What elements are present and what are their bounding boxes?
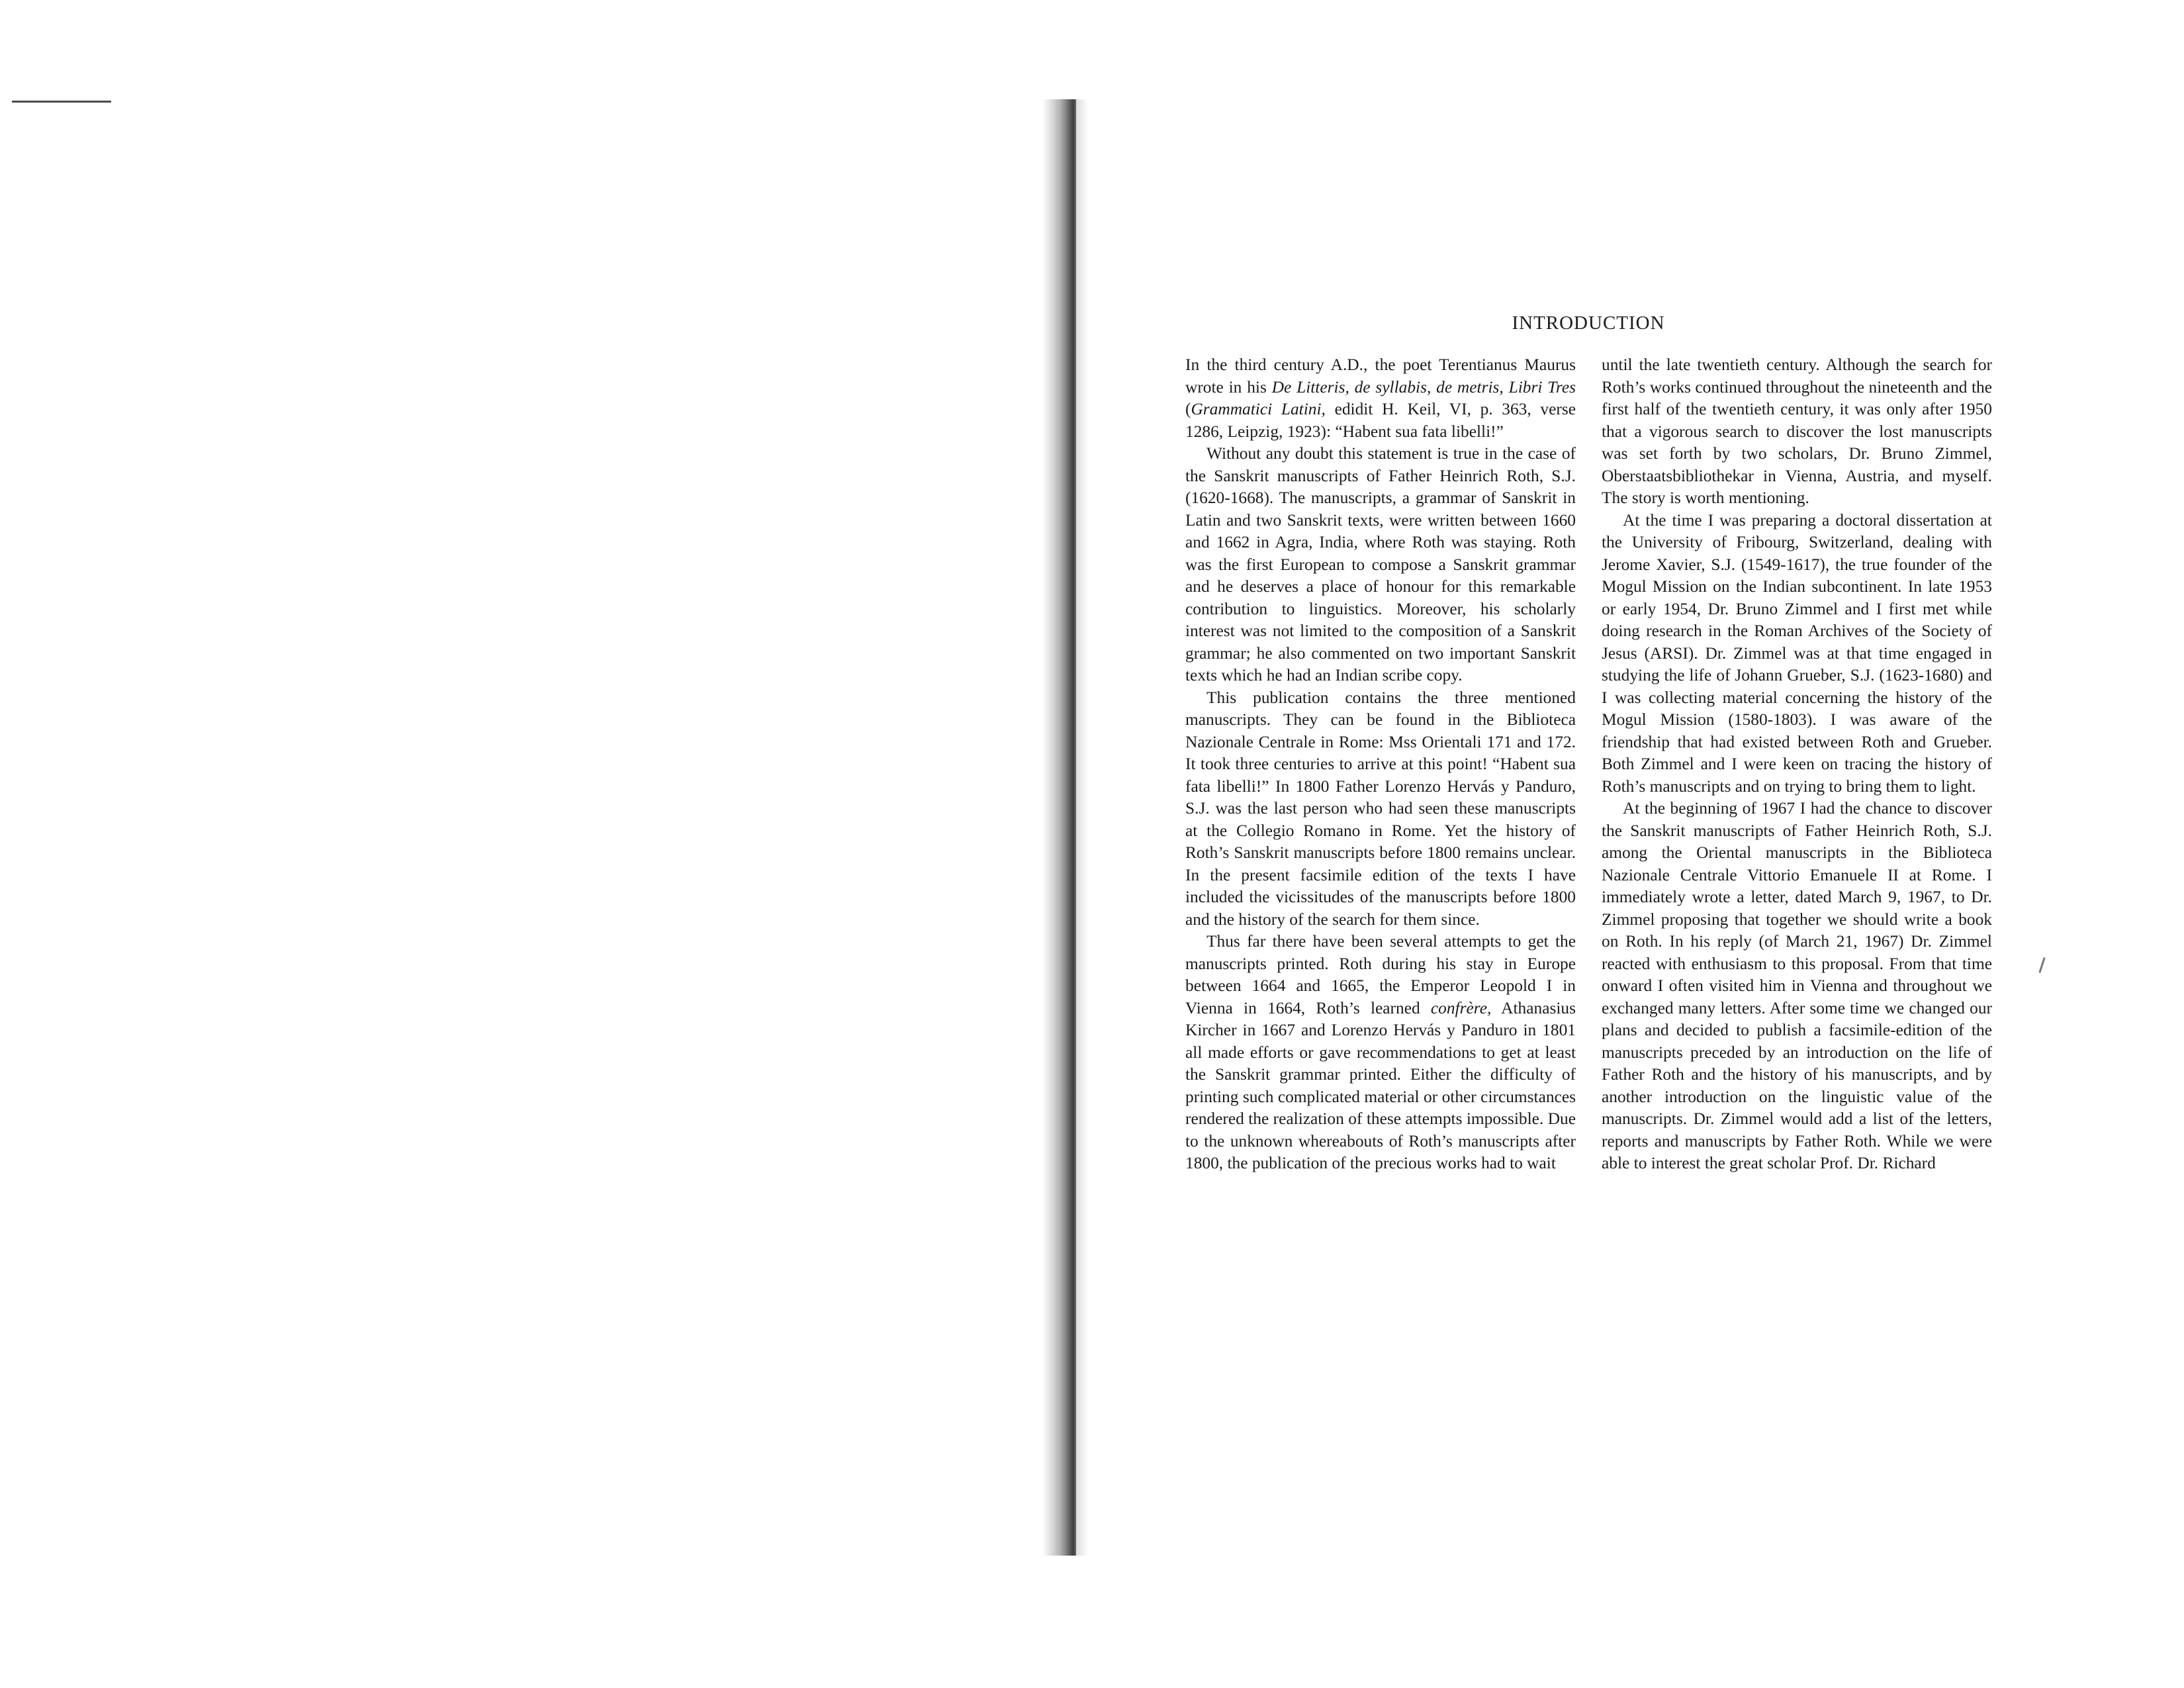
- page-edge-mark: [12, 101, 111, 103]
- pencil-mark: [2038, 957, 2045, 973]
- italic-text: Grammatici Latini,: [1191, 400, 1326, 418]
- text-column-right: [1602, 354, 1992, 1175]
- text-run: In the third century A.D., the poet Terentianus Maurus wrote in his: [1185, 355, 1576, 397]
- italic-text: De Litteris, de syllabis, de metris, Libri Tres: [1271, 377, 1576, 397]
- paragraph: [1602, 354, 1992, 510]
- paragraph: [1602, 798, 1992, 1175]
- text-run: Without any doubt this statement is true in the case of the Sanskrit manuscripts of Father Heinrich Roth, S.J. (1620-1668). The manuscripts, a grammar of Sanskrit in Latin and two Sanskrit texts, were written between 1660 and 1662 in Agra, India, where Roth was staying. Roth was the first European to compose a Sanskrit grammar and he deserves a place of honour for this remarkable contribution to linguistics. Moreover, his scholarly interest was not limited to the composition of a Sanskrit grammar; he also commented on two important Sanskrit texts which he had an Indian scribe copy.: [1185, 444, 1576, 684]
- text-run: until the late twentieth century. Although the search for Roth’s works continued throughout the nineteenth and the first half of the twentieth century, it was only after 1950 that a vigorous search to discover the lost manuscripts was set forth by two scholars, Dr. Bruno Zimmel, Oberstaatsbibliothekar in Vienna, Austria, and myself. The story is worth mentioning.: [1602, 355, 1992, 507]
- text-run: (: [1185, 400, 1191, 418]
- text-column-left: [1185, 354, 1576, 1175]
- italic-text: confrère,: [1430, 998, 1492, 1017]
- text-run: At the time I was preparing a doctoral dissertation at the University of Fribourg, Switzerland, dealing with Jerome Xavier, S.J. (1549-1617), the true founder of the Mogul Mission on the Indian subcontinent. In late 1953 or early 1954, Dr. Bruno Zimmel and I first met while doing research in the Roman Archives of the Society of Jesus (ARSI). Dr. Zimmel was at that time engaged in studying the life of Johann Grueber, S.J. (1623-1680) and I was collecting material concerning the history of the Mogul Mission (1580-1803). I was aware of the friendship that had existed between Roth and Grueber. Both Zimmel and I were keen on tracing the history of Roth’s manuscripts and on trying to bring them to light.: [1602, 510, 1992, 796]
- paragraph: [1185, 687, 1576, 931]
- text-run: At the beginning of 1967 I had the chance to discover the Sanskrit manuscripts of Father Heinrich Roth, S.J. among the Oriental manuscripts in the Biblioteca Nazionale Centrale Vittorio Emanuele II at Rome. I immediately wrote a letter, dated March 9, 1967, to Dr. Zimmel proposing that together we should write a book on Roth. In his reply (of March 21, 1967) Dr. Zimmel reacted with enthusiasm to this proposal. From that time onward I often visited him in Vienna and throughout we exchanged many letters. After some time we changed our plans and decided to publish a facsimile-edition of the manuscripts preceded by an introduction on the life of Father Roth and the history of his manuscripts, and by another introduction on the linguistic value of the manuscripts. Dr. Zimmel would add a list of the letters, reports and manuscripts by Father Roth. While we were able to interest the great scholar Prof. Dr. Richard: [1602, 799, 1992, 1172]
- paragraph: [1602, 510, 1992, 798]
- text-run: This publication contains the three mentioned manuscripts. They can be found in the Biblioteca Nazionale Centrale in Rome: Mss Orientali 171 and 172. It took three centuries to arrive at this point! “Habent sua fata libelli!” In 1800 Father Lorenzo Hervás y Panduro, S.J. was the last person who had seen these manuscripts at the Collegio Romano in Rome. Yet the history of Roth’s Sanskrit manuscripts before 1800 remains unclear. In the present facsimile edition of the texts I have included the vicissitudes of the manuscripts before 1800 and the history of the search for them since.: [1185, 688, 1576, 929]
- text-run: Athanasius Kircher in 1667 and Lorenzo Hervás y Panduro in 1801 all made efforts or gave recommendations to get at least the Sanskrit grammar printed. Either the difficulty of printing such complicated material or other circumstances rendered the realization of these attempts impossible. Due to the unknown whereabouts of Roth’s manuscripts after 1800, the publication of the precious works had to wait: [1185, 998, 1576, 1172]
- book-gutter-shadow: [1042, 99, 1076, 1556]
- text-run: Thus far there have been several attempts to get the manuscripts printed. Roth during his stay in Europe between 1664 and 1665, the Emperor Leopold I in Vienna in 1664, Roth’s learned: [1185, 932, 1576, 1017]
- paragraph: [1185, 443, 1576, 687]
- text-run: edidit H. Keil, VI, p. 363, verse 1286, Leipzig, 1923): “Habent sua fata libelli!”: [1185, 400, 1576, 441]
- page-title: INTRODUCTION: [1512, 312, 1665, 334]
- paragraph: [1185, 931, 1576, 1175]
- paragraph: [1185, 354, 1576, 443]
